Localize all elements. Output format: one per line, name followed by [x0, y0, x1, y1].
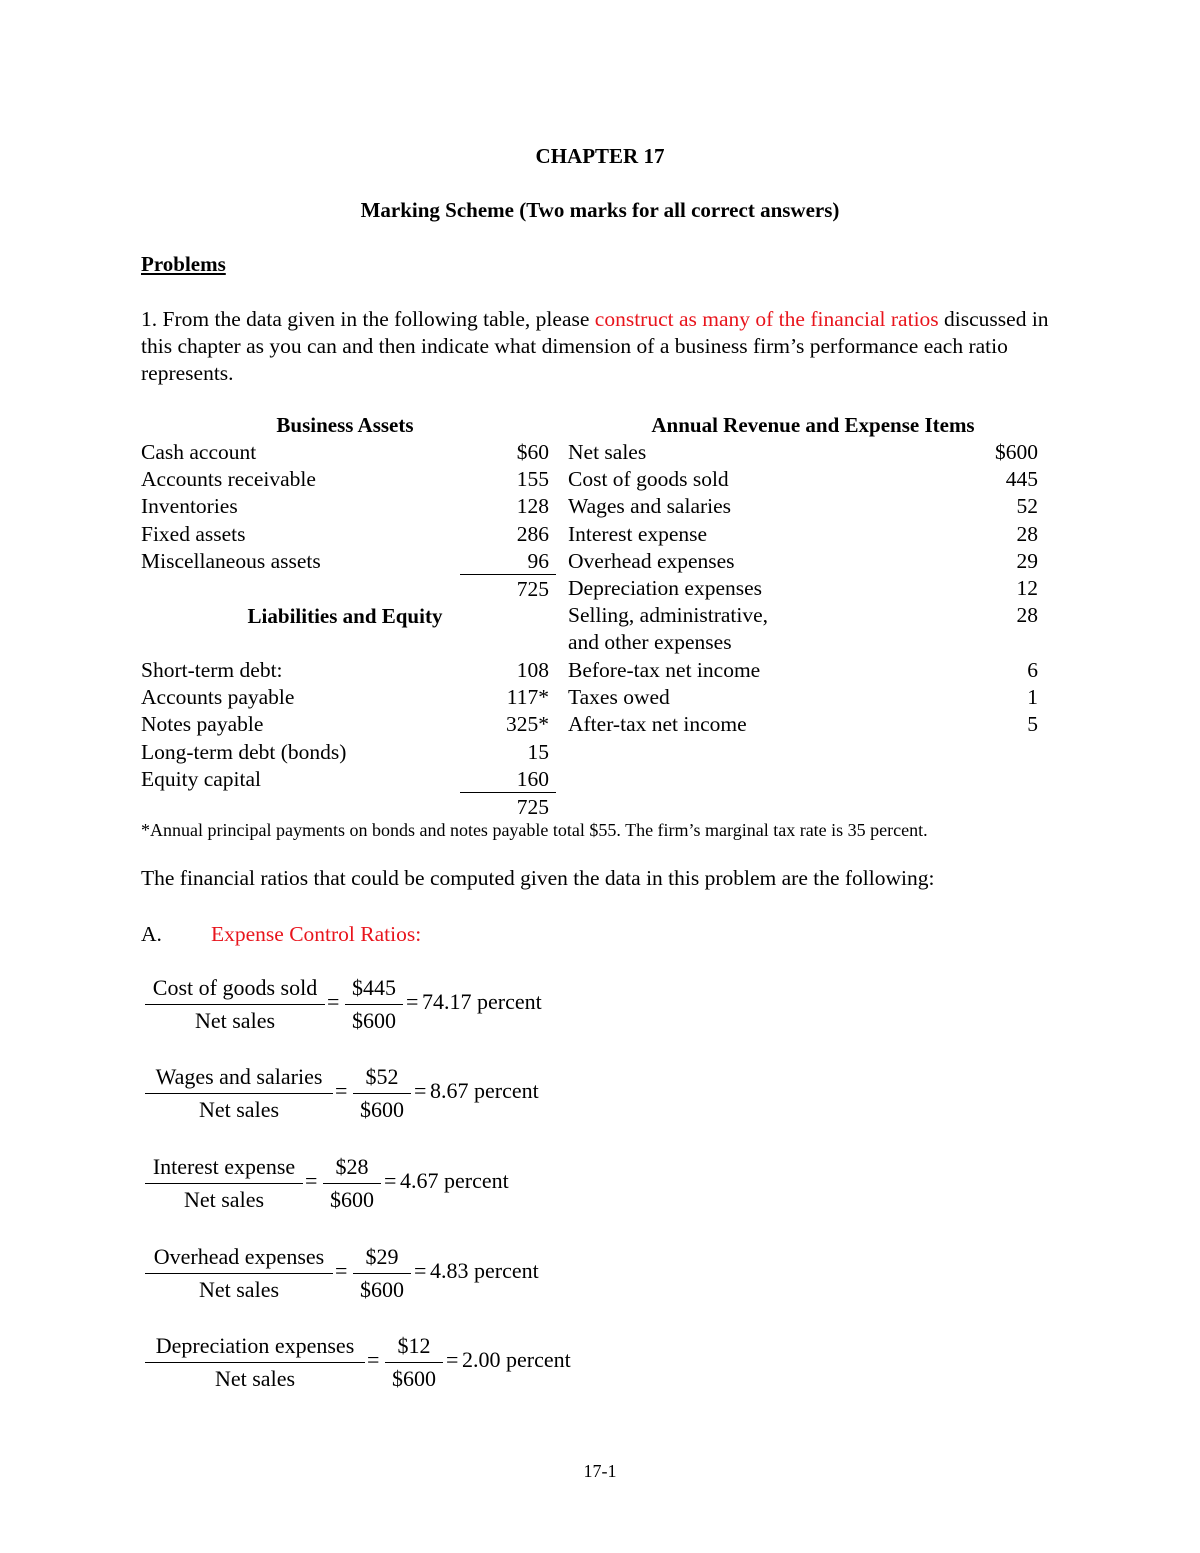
ratio-equals-sign: =: [305, 1168, 318, 1193]
ratio-formula: [145, 975, 585, 1037]
ratio-numerator: Interest expense: [152, 1154, 296, 1179]
ratio-equals-sign: =: [414, 1078, 427, 1103]
ratio-equals-sign: =: [335, 1078, 348, 1103]
fraction-bar: [345, 1004, 403, 1005]
revenue-row-label: Overhead expenses: [568, 548, 735, 573]
ratio-denominator-value: $600: [330, 1187, 374, 1212]
liabilities-row-label: Equity capital: [141, 766, 262, 791]
ratio-denominator: Net sales: [198, 1097, 280, 1122]
ratio-denominator-value: $600: [360, 1097, 404, 1122]
liabilities-row-value: 15: [527, 739, 549, 764]
liabilities-row: [141, 767, 549, 794]
ratios-intro: The financial ratios that could be computed given the data in this problem are the following:: [141, 866, 935, 890]
liabilities-row-value: 108: [516, 658, 549, 682]
revenue-row: [568, 494, 1038, 521]
revenue-row: [568, 522, 1038, 549]
revenue-heading: Annual Revenue and Expense Items: [651, 413, 975, 437]
assets-row: [141, 494, 549, 521]
fraction-bar: [385, 1362, 443, 1363]
problem-1-text-a: 1. From the data given in the following table, please: [141, 307, 595, 331]
ratio-equals-sign: =: [414, 1258, 427, 1283]
problem-1-text: [141, 306, 1061, 387]
revenue-row: [568, 685, 1038, 712]
ratio-equals-sign: =: [384, 1168, 397, 1193]
revenue-row: [568, 576, 1038, 603]
problems-heading: Problems: [141, 252, 226, 276]
revenue-row-value: $600: [995, 440, 1038, 464]
fraction-bar: [145, 1093, 333, 1094]
revenue-row-label: After-tax net income: [568, 712, 747, 736]
ratio-result: 74.17 percent: [422, 989, 542, 1014]
assets-row-label: Inventories: [141, 494, 238, 519]
liabilities-row-label: Short-term debt:: [141, 658, 283, 682]
ratio-denominator: Net sales: [183, 1187, 265, 1212]
assets-row-label: Accounts receivable: [141, 467, 316, 492]
fraction-bar: [145, 1183, 303, 1184]
ratio-formula: [145, 1064, 585, 1126]
liabilities-row: [141, 740, 549, 767]
revenue-row-value: 29: [1016, 548, 1038, 573]
ratio-denominator: Net sales: [214, 1366, 296, 1391]
ratio-result: 4.67 percent: [400, 1168, 509, 1193]
ratio-denominator-value: $600: [352, 1008, 396, 1033]
assets-total-rule: [460, 574, 556, 575]
liabilities-row-label: Long-term debt (bonds): [141, 739, 347, 764]
liabilities-row: [141, 685, 549, 712]
problem-1-text-b: discussed in this chapter as you can and then indicate what dimension of a business firm’s performance each ratio represents.: [141, 307, 1049, 385]
assets-total-row: [141, 577, 549, 604]
assets-row-value: $60: [516, 440, 549, 464]
assets-row-value: 96: [527, 548, 549, 573]
section-a-letter: A.: [141, 922, 162, 946]
fraction-bar: [323, 1183, 381, 1184]
revenue-row-label: Taxes owed: [568, 684, 670, 709]
problem-1-text-highlight: construct as many of the financial ratios: [594, 307, 939, 331]
assets-row-value: 128: [516, 494, 549, 519]
assets-row: [141, 467, 549, 494]
assets-row-value: 286: [516, 521, 549, 546]
revenue-row: [568, 658, 1038, 685]
ratio-numerator-value: $28: [335, 1154, 369, 1179]
ratio-denominator-value: $600: [392, 1366, 436, 1391]
ratio-denominator-value: $600: [360, 1277, 404, 1302]
liabilities-row: [141, 658, 549, 685]
assets-row-value: 155: [516, 467, 549, 492]
revenue-row-label: Selling, administrative,: [568, 603, 769, 628]
revenue-row: [568, 467, 1038, 494]
revenue-row: [568, 630, 1038, 657]
ratio-equals-sign: =: [327, 989, 340, 1014]
assets-row-label: Cash account: [141, 440, 257, 464]
revenue-row-label: Cost of goods sold: [568, 467, 729, 492]
fraction-bar: [353, 1273, 411, 1274]
ratio-result: 2.00 percent: [462, 1347, 571, 1372]
fraction-bar: [145, 1362, 365, 1363]
ratio-numerator: Cost of goods sold: [152, 975, 318, 1000]
assets-row: [141, 522, 549, 549]
ratio-numerator: Overhead expenses: [153, 1244, 325, 1269]
footnote: *Annual principal payments on bonds and notes payable total $55. The firm’s marginal tax rate is 35 percent.: [141, 820, 928, 840]
assets-row: [141, 549, 549, 576]
revenue-row-value: 28: [1016, 603, 1038, 628]
section-a-title: Expense Control Ratios:: [211, 922, 422, 946]
liabilities-row-value: 325*: [506, 712, 549, 737]
revenue-row: [568, 603, 1038, 630]
liabilities-total-rule: [460, 792, 556, 793]
revenue-row-value: 1: [1027, 684, 1038, 709]
ratio-denominator: Net sales: [198, 1277, 280, 1302]
revenue-row: [568, 712, 1038, 739]
revenue-row: [568, 549, 1038, 576]
ratio-denominator: Net sales: [194, 1008, 276, 1033]
assets-heading: Business Assets: [276, 413, 414, 437]
ratio-equals-sign: =: [446, 1347, 459, 1372]
ratio-numerator-value: $52: [365, 1064, 399, 1089]
assets-row-label: Fixed assets: [141, 521, 246, 546]
ratio-numerator-value: $12: [397, 1333, 431, 1358]
revenue-row-label: Depreciation expenses: [568, 576, 763, 600]
ratio-numerator-value: $29: [365, 1244, 399, 1269]
liabilities-heading: Liabilities and Equity: [247, 604, 443, 628]
liabilities-row-value: 117*: [506, 685, 549, 710]
ratio-formula: [145, 1244, 585, 1306]
assets-total: 725: [516, 577, 549, 601]
liabilities-total-row: [141, 795, 549, 822]
revenue-row-value: 28: [1016, 521, 1038, 546]
revenue-row-value: 6: [1027, 657, 1038, 682]
revenue-row-label: and other expenses: [568, 630, 732, 655]
liabilities-row: [141, 712, 549, 739]
chapter-title: CHAPTER 17: [535, 144, 665, 168]
revenue-row-value: 52: [1016, 494, 1038, 519]
ratio-numerator: Depreciation expenses: [155, 1333, 355, 1358]
liabilities-row-label: Accounts payable: [141, 685, 295, 710]
ratio-formula: [145, 1154, 585, 1216]
ratio-equals-sign: =: [335, 1258, 348, 1283]
ratio-numerator-value: $445: [352, 975, 396, 1000]
ratio-equals-sign: =: [406, 989, 419, 1014]
revenue-row: [568, 440, 1038, 467]
ratio-numerator: Wages and salaries: [155, 1064, 323, 1089]
liabilities-row-label: Notes payable: [141, 712, 264, 737]
revenue-row-label: Before-tax net income: [568, 657, 761, 682]
revenue-row-value: 12: [1016, 576, 1038, 600]
assets-row-label: Miscellaneous assets: [141, 548, 321, 573]
liabilities-row-value: 160: [516, 766, 549, 791]
fraction-bar: [145, 1004, 325, 1005]
ratio-equals-sign: =: [367, 1347, 380, 1372]
assets-row: [141, 440, 549, 467]
fraction-bar: [353, 1093, 411, 1094]
liabilities-total: 725: [516, 795, 549, 819]
fraction-bar: [145, 1273, 333, 1274]
revenue-row-value: 445: [1005, 467, 1038, 492]
ratio-formula: [145, 1333, 585, 1395]
page-number: 17-1: [583, 1461, 617, 1481]
revenue-row-label: Wages and salaries: [568, 494, 732, 519]
marking-scheme-heading: Marking Scheme (Two marks for all correct answers): [360, 198, 840, 222]
revenue-row-label: Net sales: [568, 440, 647, 464]
ratio-result: 8.67 percent: [430, 1078, 539, 1103]
revenue-row-label: Interest expense: [568, 521, 708, 546]
revenue-row-value: 5: [1027, 712, 1038, 736]
ratio-result: 4.83 percent: [430, 1258, 539, 1283]
